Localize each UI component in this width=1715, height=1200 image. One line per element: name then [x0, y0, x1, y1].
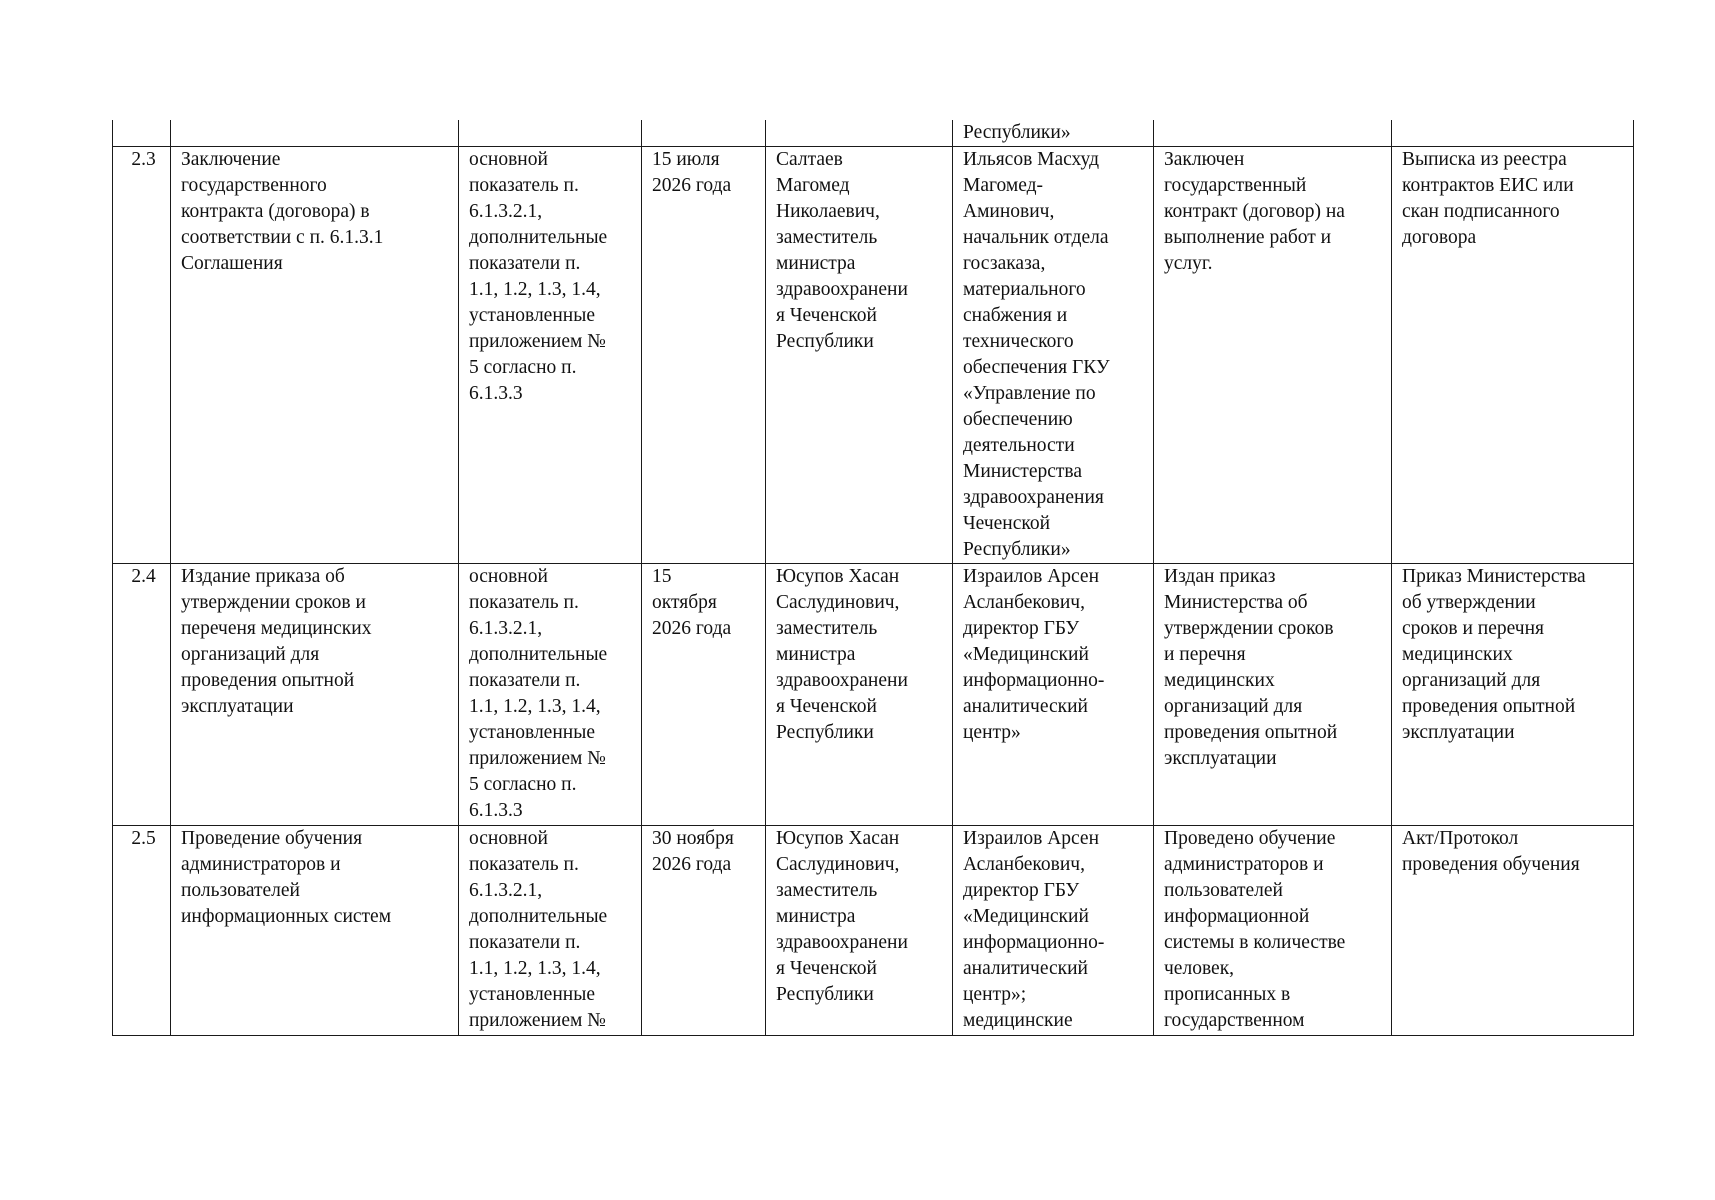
cell-supervisor: Салтаев Магомед Николаевич, заместитель министра здравоохранени я Чеченской Республики — [766, 147, 953, 564]
cell-event: Проведение обучения администраторов и пользователей информационных систем — [171, 826, 459, 1036]
cell-deadline: 15 октября 2026 года — [642, 564, 766, 826]
cell-event — [171, 120, 459, 147]
cell-result: Издан приказ Министерства об утверждении сроков и перечня медицинских организаций для проведения опытной эксплуатации — [1154, 564, 1392, 826]
table-row-continuation — [113, 120, 1634, 147]
cell-supervisor: Юсупов Хасан Саслудинович, заместитель министра здравоохранени я Чеченской Республики — [766, 826, 953, 1036]
table-row — [113, 147, 1634, 564]
cell-supervisor: Юсупов Хасан Саслудинович, заместитель министра здравоохранени я Чеченской Республики — [766, 564, 953, 826]
cell-responsible: Израилов Арсен Асланбекович, директор ГБУ «Медицинский информационно- аналитический центр»; медицинские — [953, 826, 1154, 1036]
cell-event: Издание приказа об утверждении сроков и переченя медицинских организаций для проведения опытной эксплуатации — [171, 564, 459, 826]
cell-responsible: Израилов Арсен Асланбекович, директор ГБУ «Медицинский информационно- аналитический центр» — [953, 564, 1154, 826]
cell-responsible — [953, 120, 1154, 147]
cell-num: 2.4 — [113, 564, 171, 826]
cell-indicator: основной показатель п. 6.1.3.2.1, дополнительные показатели п. 1.1, 1.2, 1.3, 1.4, установленные приложением № 5 согласно п. 6.1.3.3 — [459, 564, 642, 826]
cell-deadline: 15 июля 2026 года — [642, 147, 766, 564]
cell-num: 2.5 — [113, 826, 171, 1036]
cell-responsible: Ильясов Масхуд Магомед- Аминович, начальник отдела госзаказа, материального снабжения и технического обеспечения ГКУ «Управление по обеспечению деятельности Министерства здравоохранения Чеченской Республики» — [953, 147, 1154, 564]
cell-indicator: основной показатель п. 6.1.3.2.1, дополнительные показатели п. 1.1, 1.2, 1.3, 1.4, установленные приложением № — [459, 826, 642, 1036]
cell-deadline: 30 ноября 2026 года — [642, 826, 766, 1036]
cell-supervisor — [766, 120, 953, 147]
cell-event: Заключение государственного контракта (договора) в соответствии с п. 6.1.3.1 Соглашения — [171, 147, 459, 564]
cell-document: Выписка из реестра контрактов ЕИС или скан подписанного договора — [1392, 147, 1634, 564]
cell-deadline — [642, 120, 766, 147]
cell-num: 2.3 — [113, 147, 171, 564]
cell-text: Республики» — [963, 122, 1071, 143]
cell-document: Приказ Министерства об утверждении сроков и перечня медицинских организаций для проведения опытной эксплуатации — [1392, 564, 1634, 826]
plan-table — [112, 120, 1634, 1036]
cell-result — [1154, 120, 1392, 147]
cell-document — [1392, 120, 1634, 147]
cell-document: Акт/Протокол проведения обучения — [1392, 826, 1634, 1036]
cell-indicator — [459, 120, 642, 147]
cell-indicator: основной показатель п. 6.1.3.2.1, дополнительные показатели п. 1.1, 1.2, 1.3, 1.4, установленные приложением № 5 согласно п. 6.1.3.3 — [459, 147, 642, 564]
table-row — [113, 826, 1634, 1036]
cell-result: Заключен государственный контракт (договор) на выполнение работ и услуг. — [1154, 147, 1392, 564]
cell-num — [113, 120, 171, 147]
cell-result: Проведено обучение администраторов и пользователей информационной системы в количестве человек, прописанных в государственном — [1154, 826, 1392, 1036]
table-row — [113, 564, 1634, 826]
